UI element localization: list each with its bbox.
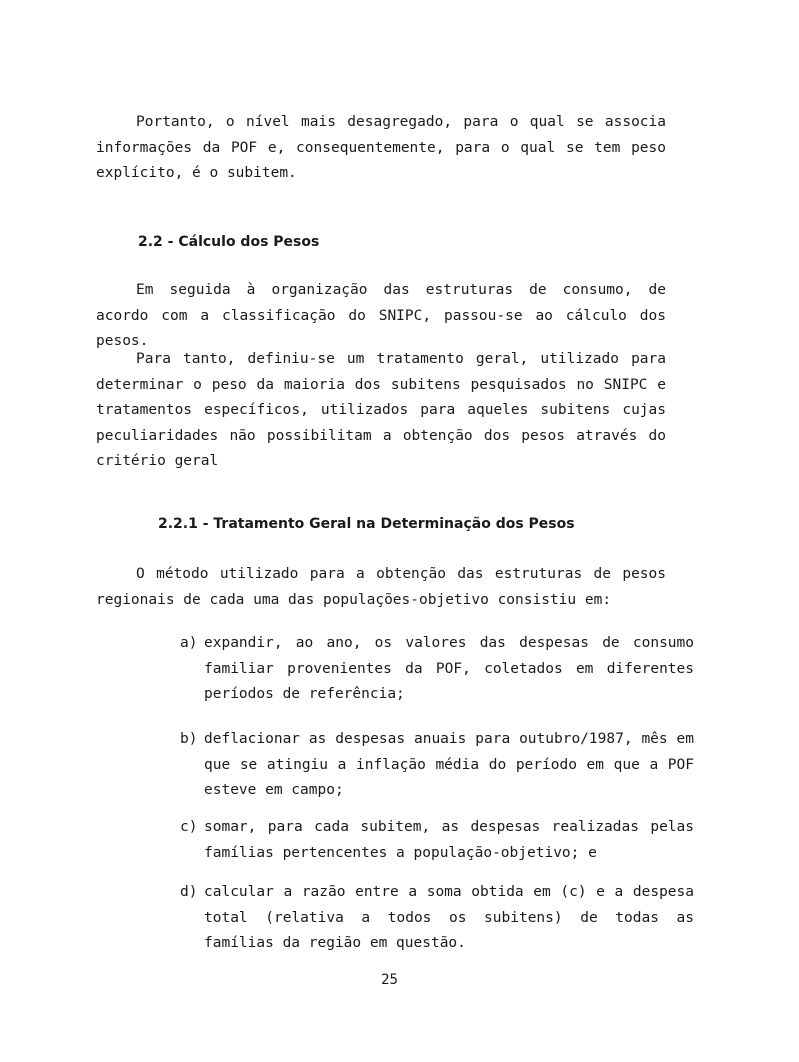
- paragraph-metodo: O método utilizado para a obtenção das estruturas de pesos regionais de cada uma das populações-objetivo consistiu em:: [96, 566, 666, 608]
- list-item: [180, 815, 694, 866]
- list-item-marker: a): [180, 635, 198, 651]
- section-heading-calculo-pesos: 2.2 - Cálculo dos Pesos: [138, 234, 320, 250]
- list-item-text: expandir, ao ano, os valores das despesas de consumo familiar provenientes da POF, coletados em diferentes períodos de referência;: [204, 635, 694, 702]
- list-item: [180, 880, 694, 957]
- list-item-marker: d): [180, 884, 198, 900]
- subsection-heading-tratamento-geral: 2.2.1 - Tratamento Geral na Determinação dos Pesos: [158, 516, 575, 532]
- list-item-marker: c): [180, 819, 198, 835]
- list-item-text: deflacionar as despesas anuais para outubro/1987, mês em que se atingiu a inflação média do período em que a POF esteve em campo;: [204, 731, 694, 798]
- paragraph-para-tanto: Para tanto, definiu-se um tratamento geral, utilizado para determinar o peso da maioria dos subitens pesquisados no SNIPC e tratamentos específicos, utilizados para aqueles subitens cujas peculiaridades não possibilitam a obtenção dos pesos através do critério geral: [96, 351, 666, 469]
- list-item: [180, 727, 694, 804]
- list-item-marker: b): [180, 731, 198, 747]
- paragraph-portanto: Portanto, o nível mais desagregado, para o qual se associa informações da POF e, consequentemente, para o qual se tem peso explícito, é o subitem.: [96, 114, 666, 181]
- list-item-text: calcular a razão entre a soma obtida em (c) e a despesa total (relativa a todos os subitens) de todas as famílias da região em questão.: [204, 884, 694, 951]
- paragraph-em-seguida: Em seguida à organização das estruturas de consumo, de acordo com a classificação do SNIPC, passou-se ao cálculo dos pesos.: [96, 282, 666, 349]
- list-item-text: somar, para cada subitem, as despesas realizadas pelas famílias pertencentes a população-objetivo; e: [204, 819, 694, 861]
- list-item: [180, 631, 694, 708]
- page-number: 25: [381, 972, 398, 988]
